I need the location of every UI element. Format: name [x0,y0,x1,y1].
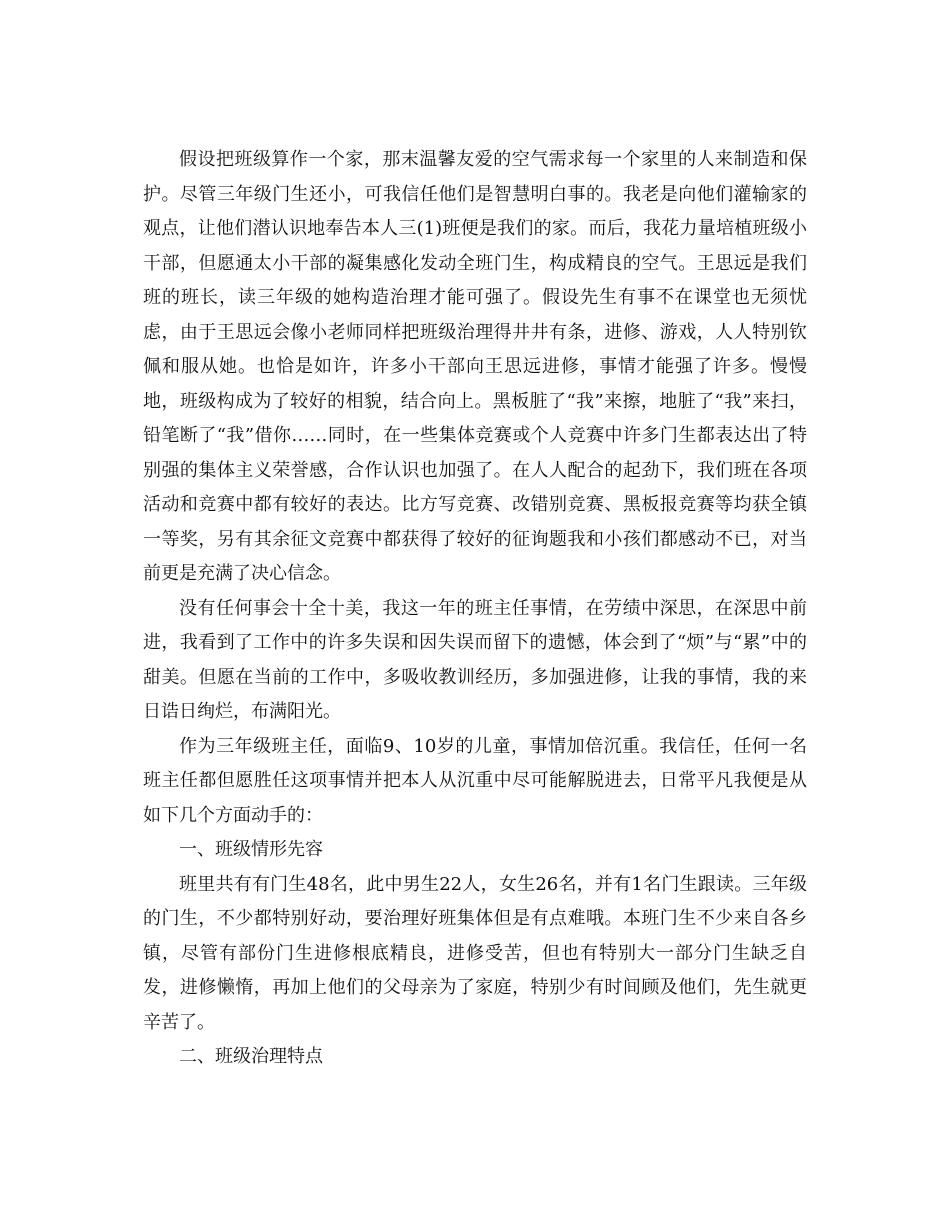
paragraph-intro: 假设把班级算作一个家，那末温馨友爱的空气需求每一个家里的人来制造和保护。尽管三年级门生还小，可我信任他们是智慧明白事的。我老是向他们灌输家的观点，让他们潜认识地奉告本人三(1)班便是我们的家。而后，我花力量培植班级小干部，但愿通太小干部的凝集感化发动全班门生，构成精良的空气。王思远是我们班的班长，读三年级的她构造治理才能可强了。假设先生有事不在课堂也无须忧虑，由于王思远会像小老师同样把班级治理得井井有条，进修、游戏，人人特别钦佩和服从她。也恰是如许，许多小干部向王思远进修，事情才能强了许多。慢慢地，班级构成为了较好的相貌，结合向上。黑板脏了“我”来擦，地脏了“我”来扫，铅笔断了“我”借你……同时，在一些集体竞赛或个人竞赛中许多门生都表达出了特别强的集体主义荣誉感，合作认识也加强了。在人人配合的起劲下，我们班在各项活动和竞赛中都有较好的表达。比方写竞赛、改错别竞赛、黑板报竞赛等均获全镇一等奖，另有其余征文竞赛中都获得了较好的征询题我和小孩们都感动不已，对当前更是充满了决心信念。 [143,149,807,584]
paragraph-class-overview: 班里共有有门生48名，此中男生22人，女生26名，并有1名门生跟读。三年级的门生，不少都特别好动，要治理好班集体但是有点难哦。本班门生不少来自各乡镇，尽管有部份门生进修根底精良，进修受苦，但也有特别大一部分门生缺乏自发，进修懒惰，再加上他们的父母亲为了家庭，特别少有时间顾及他们，先生就更辛苦了。 [143,873,807,1033]
paragraph-reflection: 没有任何事会十全十美，我这一年的班主任事情，在劳绩中深思，在深思中前进，我看到了工作中的许多失误和因失误而留下的遗憾，体会到了“烦”与“累”中的甜美。但愿在当前的工作中，多吸收教训经历，多加强进修，让我的事情，我的来日诰日绚烂，布满阳光。 [143,597,807,722]
section-heading-class-overview: 一、班级情形先容 [179,839,323,860]
document-body [143,143,807,1075]
paragraph-approach: 作为三年级班主任，面临9、10岁的儿童，事情加倍沉重。我信任，任何一名班主任都但愿胜任这项事情并把本人从沉重中尽可能解脱进去，日常平凡我便是从如下几个方面动手的： [143,735,807,826]
section-heading-management-features: 二、班级治理特点 [179,1046,323,1067]
